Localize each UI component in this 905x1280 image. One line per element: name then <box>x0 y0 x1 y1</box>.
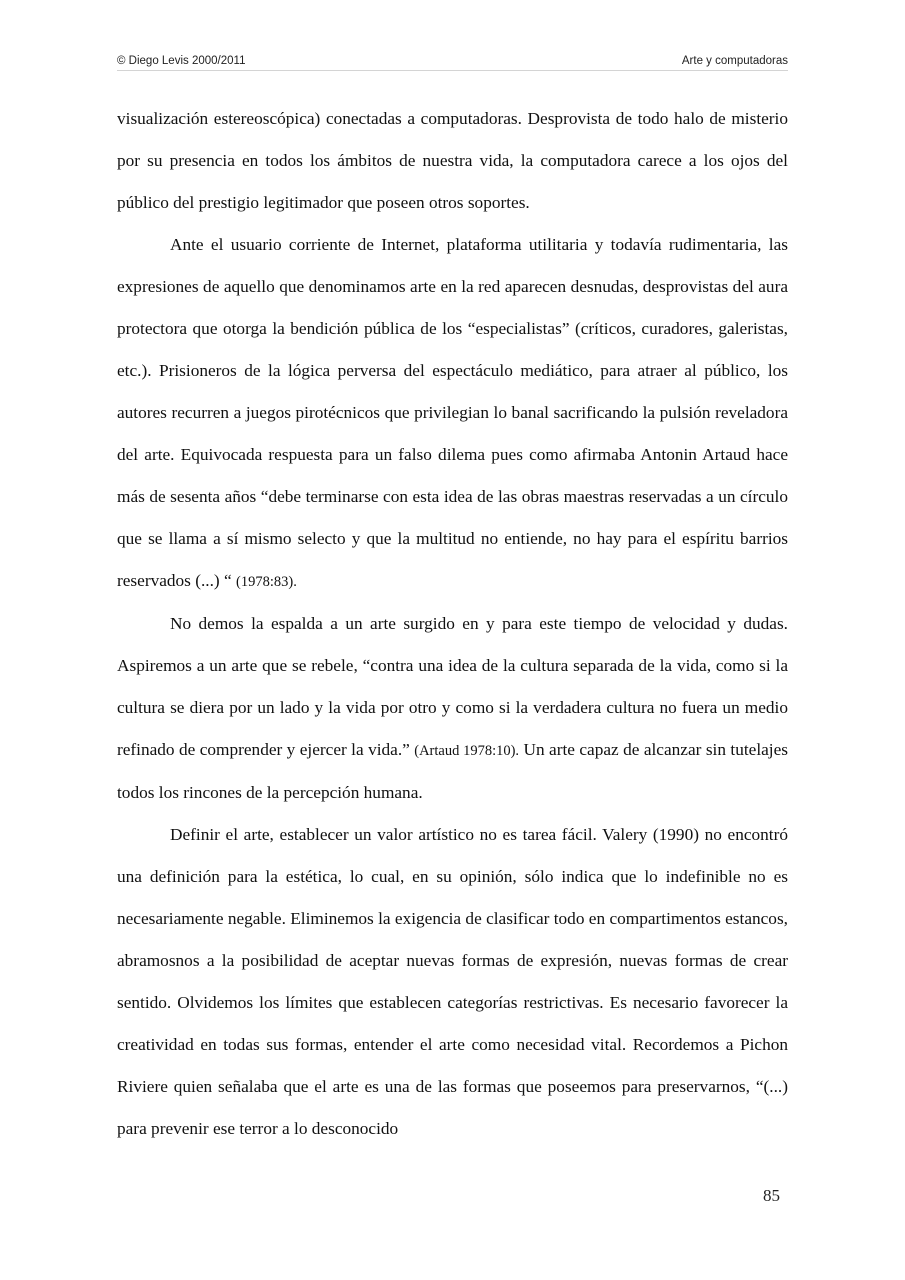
paragraph-artaud-quote <box>117 224 788 603</box>
header-copyright: © Diego Levis 2000/2011 <box>117 55 246 67</box>
paragraph-text: Definir el arte, establecer un valor artístico no es tarea fácil. Valery (1990) no encontró una definición para la estética, lo cual, en su opinión, sólo indica que lo indefinible no es necesariamente negable. Eliminemos la exigencia de clasificar todo en compartimentos estancos, abramosnos a la posibilidad de aceptar nuevas formas de expresión, nuevas formas de crear sentido. Olvidemos los límites que establecen categorías restrictivas. Es necesario favorecer la creatividad en todas sus formas, entender el arte como necesidad vital. Recordemos a Pichon Riviere quien señalaba que el arte es una de las formas que poseemos para preservarnos, “(...) para prevenir ese terror a lo desconocido <box>117 825 788 1138</box>
paragraph-text: No demos la espalda a un arte surgido en y para este tiempo de velocidad y dudas. Aspiremos a un arte que se rebele, “contra una idea de la cultura separada de la vida, como si la cultura se diera por un lado y la vida por otro y como si la verdadera cultura no fuera un medio refinado de comprender y ejercer la vida.” <box>117 614 788 759</box>
paragraph-text-after-citation: Un arte capaz de alcanzar sin tutelajes todos los rincones de la percepción humana. <box>117 740 788 802</box>
paragraph-rebel-art <box>117 603 788 814</box>
page-number: 85 <box>763 1186 780 1205</box>
paragraph-continuation <box>117 98 788 224</box>
header-title: Arte y computadoras <box>681 55 788 67</box>
paragraph-text: Ante el usuario corriente de Internet, plataforma utilitaria y todavía rudimentaria, las expresiones de aquello que denominamos arte en la red aparecen desnudas, desprovistas del aura protectora que otorga la bendición pública de los “especialistas” (críticos, curadores, galeristas, etc.). Prisioneros de la lógica perversa del espectáculo mediático, para atraer al público, los autores recurren a juegos pirotécnicos que privilegian lo banal sacrificando la pulsión reveladora del arte. Equivocada respuesta para un falso dilema pues como afirmaba Antonin Artaud hace más de sesenta años “debe terminarse con esta idea de las obras maestras reservadas a un círculo que se llama a sí mismo selecto y que la multitud no entiende, no hay para el espíritu barrios reservados (...) “ <box>117 235 788 590</box>
paragraph-define-art <box>117 814 788 1150</box>
paragraph-text: visualización estereoscópica) conectadas a computadoras. Desprovista de todo halo de misterio por su presencia en todos los ámbitos de nuestra vida, la computadora carece a los ojos del público del prestigio legitimador que poseen otros soportes. <box>117 109 788 212</box>
running-header <box>117 54 788 71</box>
citation: (1978:83). <box>236 574 297 590</box>
page-body <box>117 98 788 1150</box>
citation: (Artaud 1978:10). <box>414 743 520 759</box>
